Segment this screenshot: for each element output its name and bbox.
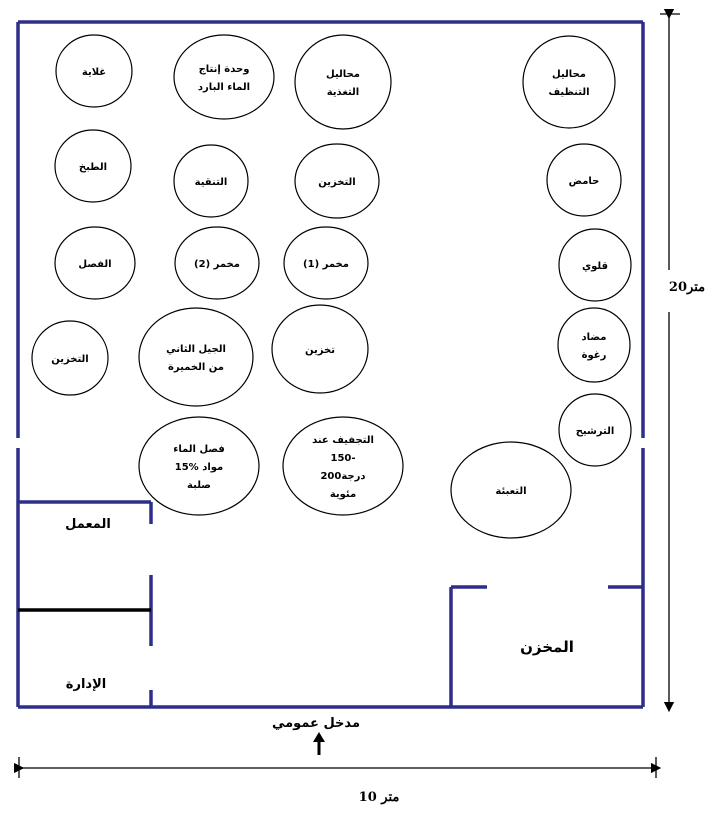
unit-circle (139, 308, 253, 406)
unit-label: قلوي (581, 261, 609, 272)
unit-label: الجيل الثاني (166, 344, 226, 355)
unit-label: من الخميرة (168, 362, 224, 373)
room-label-admin: الإدارة (65, 677, 107, 692)
unit-storage-2 (32, 321, 108, 395)
unit-label: التجفيف عند (312, 435, 374, 446)
unit-label: تخزين (305, 345, 335, 356)
height-dimension-line (660, 14, 680, 707)
height-label: 20متر (668, 280, 706, 295)
entrance-arrow-icon (313, 732, 325, 755)
unit-label: وحدة إنتاج (198, 64, 250, 75)
unit-second-generation-yeast (139, 308, 253, 406)
unit-feed-solutions (295, 35, 391, 129)
unit-purification (174, 145, 248, 217)
unit-label: التغذية (326, 87, 360, 98)
unit-storage-1 (295, 144, 379, 218)
entrance-label: مدخل عمومي (271, 716, 361, 731)
unit-label: التخزين (51, 354, 89, 365)
unit-label: غلاية (81, 67, 107, 78)
unit-label: محاليل (326, 69, 360, 80)
width-dimension-line (19, 757, 656, 778)
unit-circle (174, 35, 274, 119)
unit-label: التخزين (318, 177, 356, 188)
unit-boiler (56, 35, 132, 107)
unit-label: مئوية (329, 489, 357, 500)
unit-cleaning-solutions (523, 36, 615, 128)
unit-label: الطبخ (78, 162, 108, 173)
unit-label: الترشيح (575, 426, 615, 437)
unit-label: 200درجة (320, 471, 366, 482)
unit-alkali (559, 229, 631, 301)
unit-label: الماء البارد (197, 82, 251, 93)
unit-label: 15% مواد (174, 462, 224, 473)
unit-circle (523, 36, 615, 128)
unit-antifoam (558, 308, 630, 382)
width-label: 10 متر (358, 790, 400, 805)
unit-acid (547, 144, 621, 216)
unit-label: مخمر (1) (303, 259, 349, 270)
unit-label: رغوة (581, 350, 607, 361)
unit-label: فصل الماء (173, 444, 225, 455)
unit-packaging (451, 442, 571, 538)
unit-label: حامض (568, 176, 600, 187)
unit-water-separation (139, 417, 259, 515)
unit-separation (55, 227, 135, 299)
unit-label: التنظيف (548, 87, 590, 98)
unit-label: 150- (330, 453, 356, 464)
unit-label: مضاد (581, 332, 607, 343)
unit-cooking (55, 130, 131, 202)
unit-filtration (559, 394, 631, 466)
equipment-units (32, 35, 631, 538)
unit-label: التعبئة (495, 486, 527, 497)
unit-drying (283, 417, 403, 515)
unit-circle (558, 308, 630, 382)
unit-chilled-water (174, 35, 274, 119)
unit-label: صلبة (187, 480, 211, 491)
unit-label: الفصل (78, 259, 112, 270)
room-label-lab: المعمل (65, 517, 111, 532)
unit-fermenter-2 (175, 227, 259, 299)
unit-storage-3 (272, 305, 368, 393)
unit-circle (295, 35, 391, 129)
room-label-warehouse: المخزن (520, 638, 574, 656)
unit-fermenter-1 (284, 227, 368, 299)
unit-label: مخمر (2) (194, 259, 240, 270)
unit-label: التنقية (194, 177, 228, 188)
unit-label: محاليل (552, 69, 586, 80)
unit-circle (283, 417, 403, 515)
